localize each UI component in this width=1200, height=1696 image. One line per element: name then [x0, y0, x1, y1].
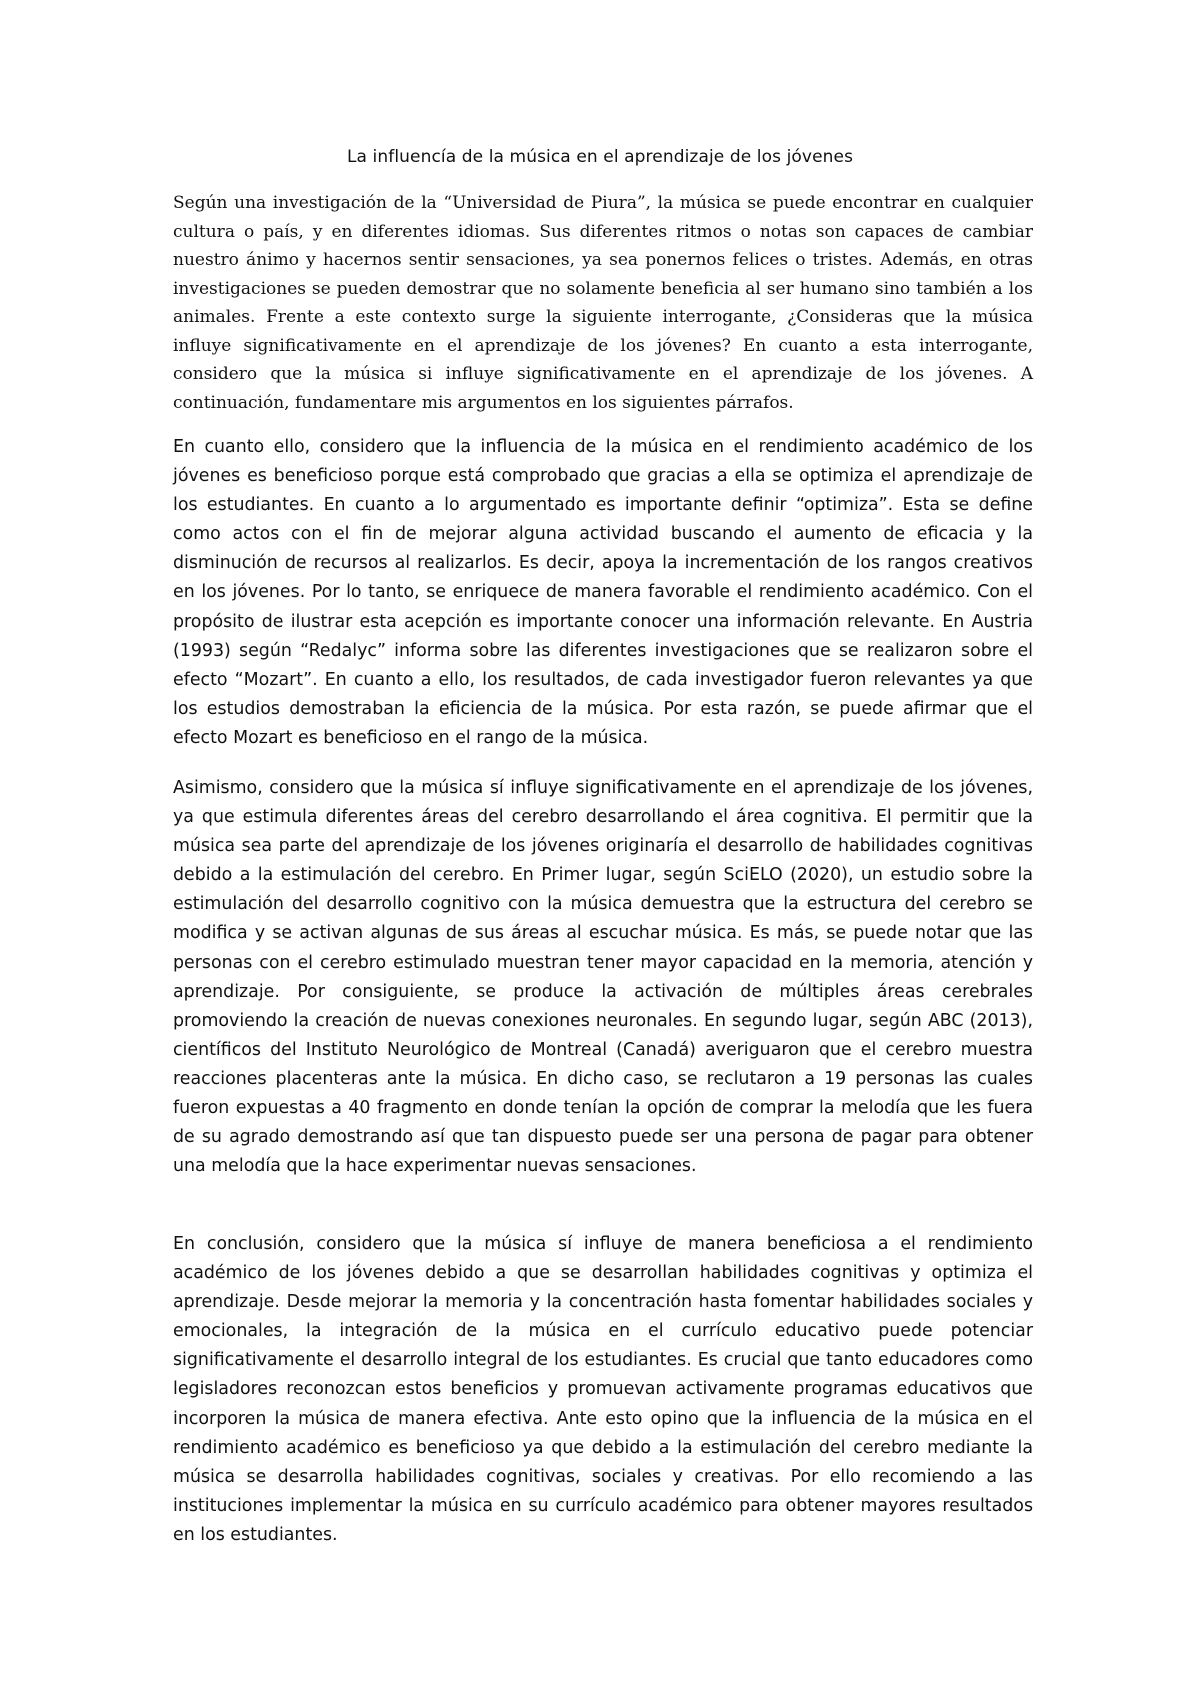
- paragraph-first-argument: En cuanto ello, considero que la influencia de la música en el rendimiento académico de los jóvenes es beneficioso porque está comprobado que gracias a ella se optimiza el aprendizaje de los estudiantes. En cuanto a lo argumentado es importante definir “optimiza”. Esta se define como actos con el fin de mejorar alguna actividad buscando el aumento de eficacia y la disminución de recursos al realizarlos. Es decir, apoya la incrementación de los rangos creativos en los jóvenes. Por lo tanto, se enriquece de manera favorable el rendimiento académico. Con el propósito de ilustrar esta acepción es importante conocer una información relevante. En Austria (1993) según “Redalyc” informa sobre las diferentes investigaciones que se realizaron sobre el efecto “Mozart”. En cuanto a ello, los resultados, de cada investigador fueron relevantes ya que los estudios demostraban la eficiencia de la música. Por esta razón, se puede afirmar que el efecto Mozart es beneficioso en el rango de la música.: [173, 437, 1033, 748]
- paragraph-conclusion: En conclusión, considero que la música sí influye de manera beneficiosa a el rendimiento académico de los jóvenes debido a que se desarrollan habilidades cognitivas y optimiza el aprendizaje. Desde mejorar la memoria y la concentración hasta fomentar habilidades sociales y emocionales, la integración de la música en el currículo educativo puede potenciar significativamente el desarrollo integral de los estudiantes. Es crucial que tanto educadores como legisladores reconozcan estos beneficios y promuevan activamente programas educativos que incorporen la música de manera efectiva. Ante esto opino que la influencia de la música en el rendimiento académico es beneficioso ya que debido a la estimulación del cerebro mediante la música se desarrolla habilidades cognitivas, sociales y creativas. Por ello recomiendo a las instituciones implementar la música en su currículo académico para obtener mayores resultados en los estudiantes.: [173, 1234, 1033, 1545]
- paragraph-second-argument: Asimismo, considero que la música sí influye significativamente en el aprendizaje de los jóvenes, ya que estimula diferentes áreas del cerebro desarrollando el área cognitiva. El permitir que la música sea parte del aprendizaje de los jóvenes originaría el desarrollo de habilidades cognitivas debido a la estimulación del cerebro. En Primer lugar, según SciELO (2020), un estudio sobre la estimulación del desarrollo cognitivo con la música demuestra que la estructura del cerebro se modifica y se activan algunas de sus áreas al escuchar música. Es más, se puede notar que las personas con el cerebro estimulado muestran tener mayor capacidad en la memoria, atención y aprendizaje. Por consiguiente, se produce la activación de múltiples áreas cerebrales promoviendo la creación de nuevas conexiones neuronales. En segundo lugar, según ABC (2013), científicos del Instituto Neurológico de Montreal (Canadá) averiguaron que el cerebro muestra reacciones placenteras ante la música. En dicho caso, se reclutaron a 19 personas las cuales fueron expuestas a 40 fragmento en donde tenían la opción de comprar la melodía que les fuera de su agrado demostrando así que tan dispuesto puede ser una persona de pagar para obtener una melodía que la hace experimentar nuevas sensaciones.: [173, 778, 1033, 1177]
- paragraph-introduction: Según una investigación de la “Universidad de Piura”, la música se puede encontrar en cualquier cultura o país, y en diferentes idiomas. Sus diferentes ritmos o notas son capaces de cambiar nuestro ánimo y hacernos sentir sensaciones, ya sea ponernos felices o tristes. Además, en otras investigaciones se pueden demostrar que no solamente beneficia al ser humano sino también a los animales. Frente a este contexto surge la siguiente interrogante, ¿Consideras que la música influye significativamente en el aprendizaje de los jóvenes? En cuanto a esta interrogante, considero que la música si influye significativamente en el aprendizaje de los jóvenes. A continuación, fundamentare mis argumentos en los siguientes párrafos.: [173, 193, 1033, 413]
- document-title: La influencía de la música en el aprendizaje de los jóvenes: [346, 147, 854, 167]
